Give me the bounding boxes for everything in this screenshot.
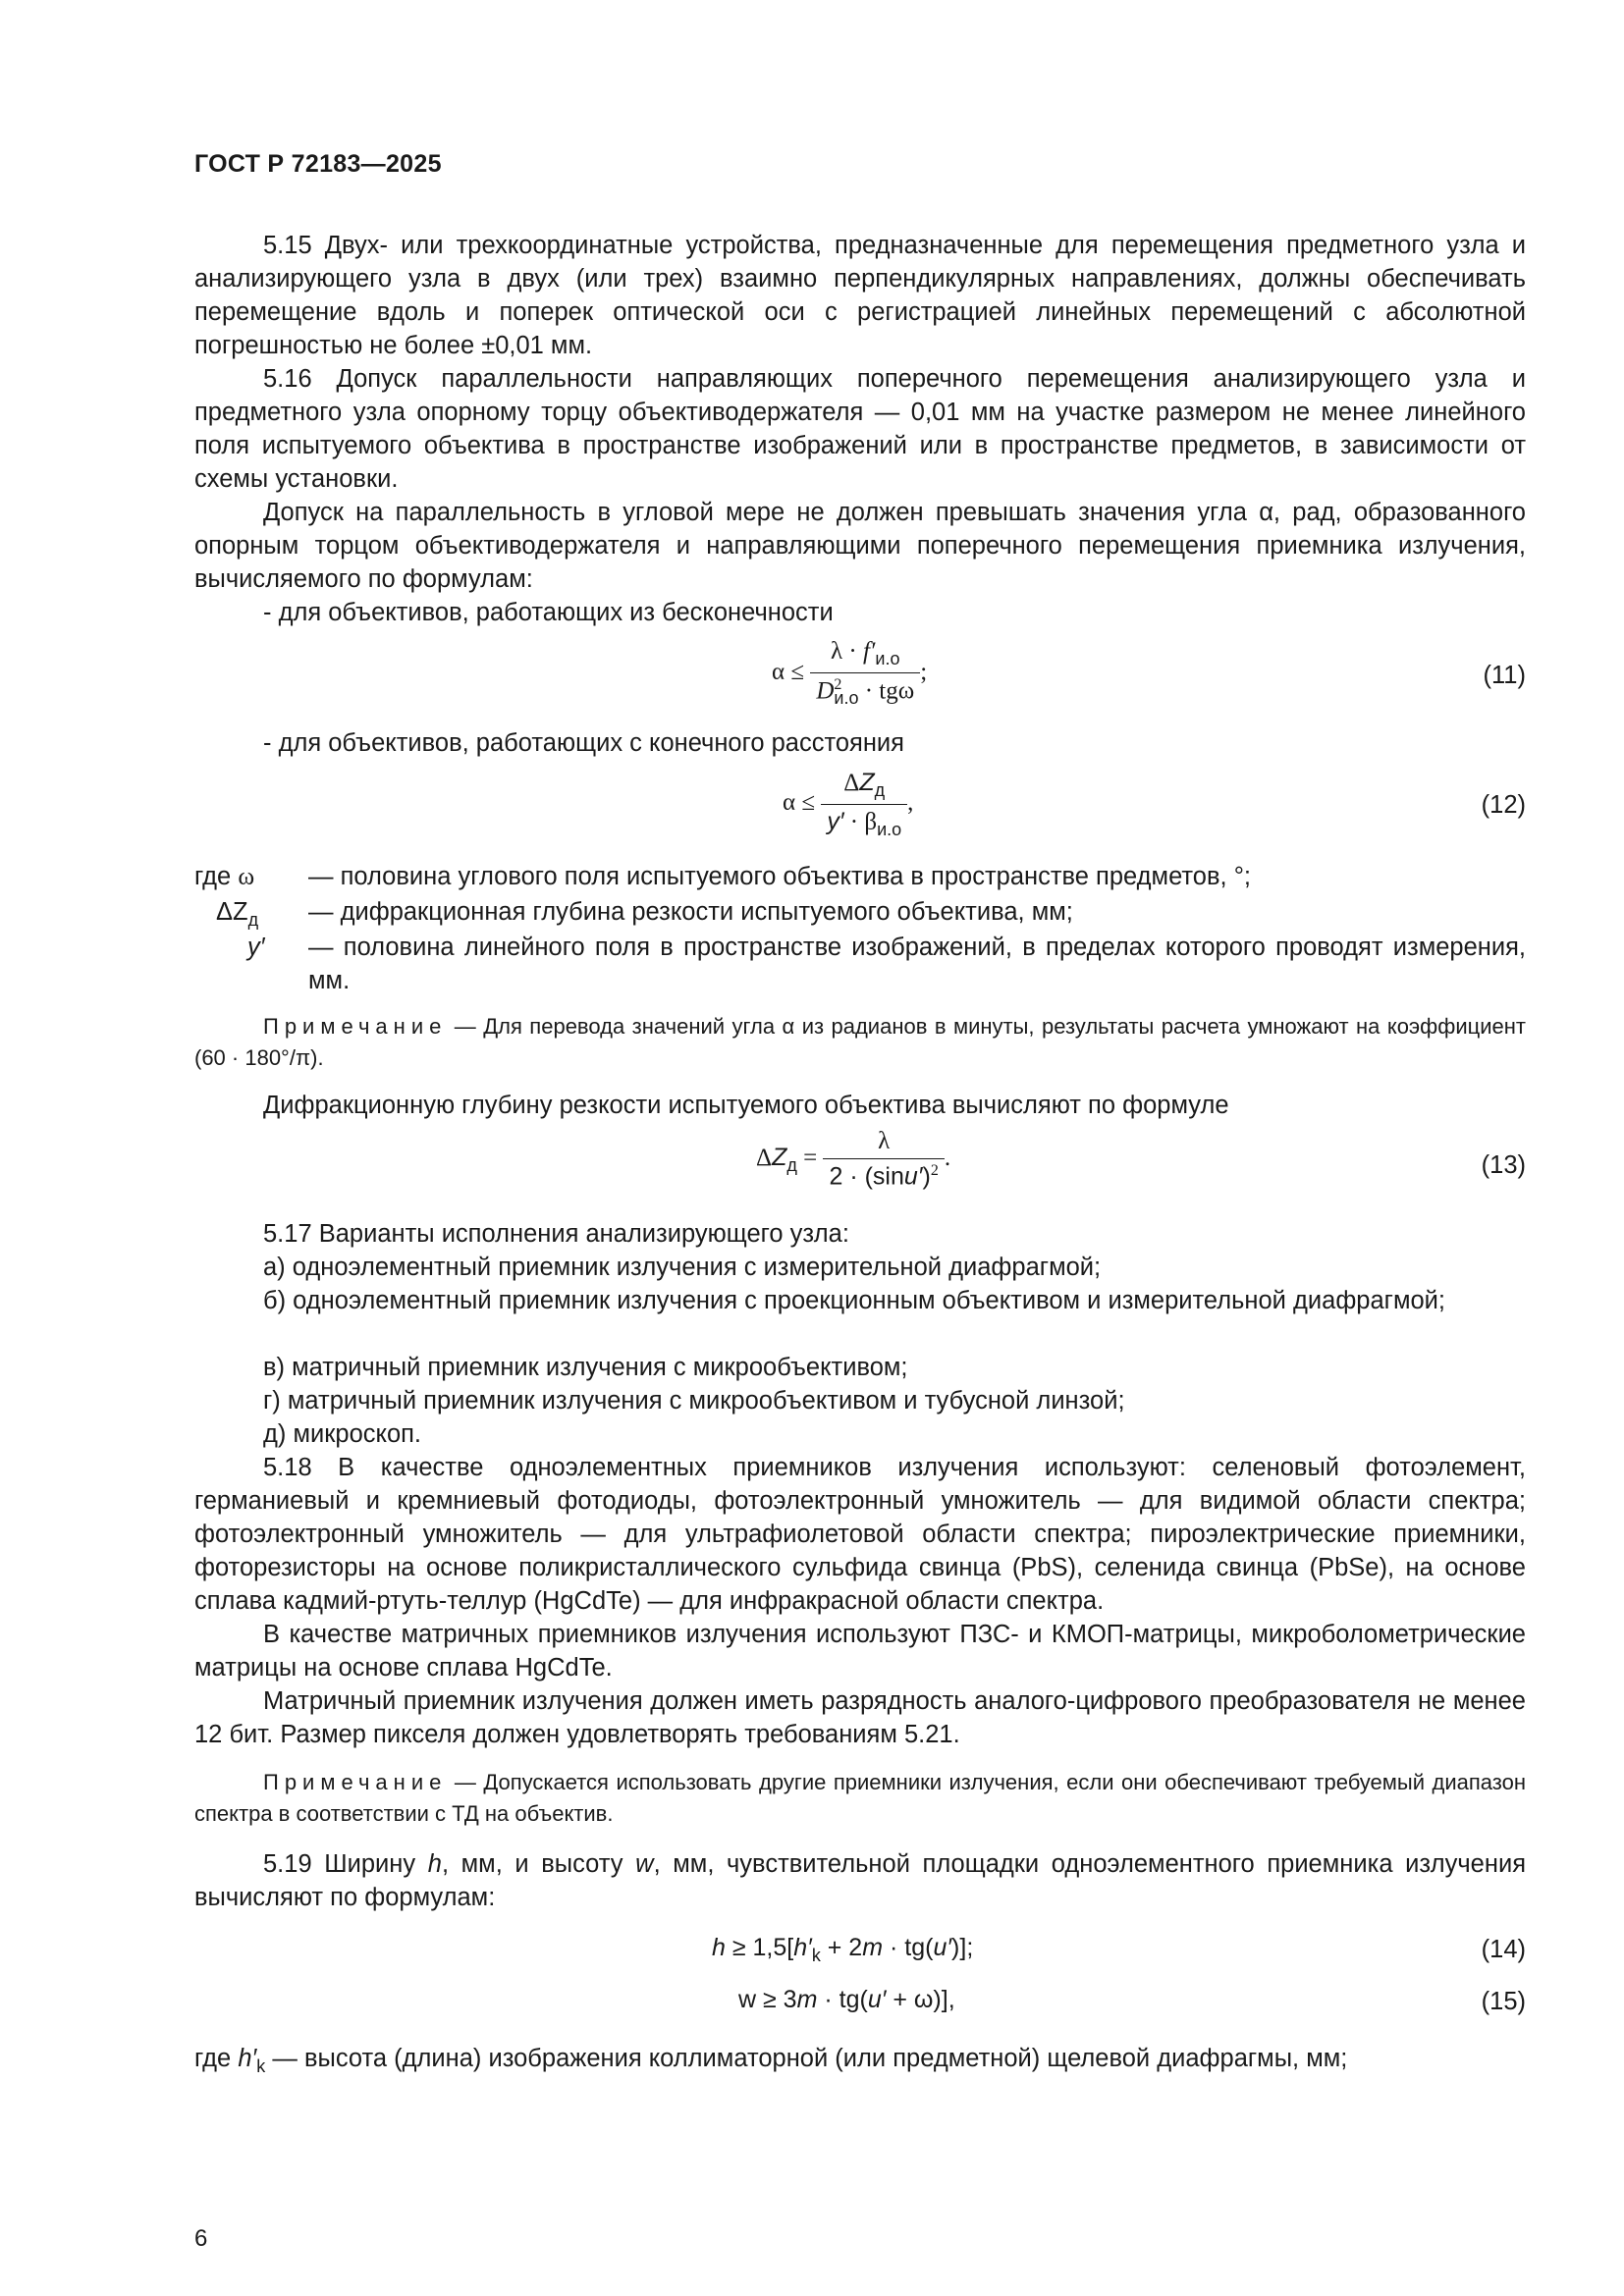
formula-11: α ≤ $\frac{\lambda \cdot f'_{и.о}}{D^2_{и.о} \cdot tg\omega}$ ; bbox=[772, 638, 928, 709]
paragraph-diffraction: Дифракционную глубину резкости испытуемого объектива вычисляют по формуле bbox=[263, 1092, 1229, 1119]
paragraph-5-19: 5.19 Ширину h, мм, и высоту w, мм, чувствительной площадки одноэлементного приемника излучения вычисляют по формулам: bbox=[194, 1850, 1526, 1911]
definition-y-text: — половина линейного поля в пространстве изображений, в пределах которого проводят измерения, мм. bbox=[308, 934, 1526, 994]
formula-15: w ≥ 3m · tg(u′ + ω)], bbox=[738, 1986, 955, 2013]
variant-a: а) одноэлементный приемник излучения с измерительной диафрагмой; bbox=[263, 1254, 1102, 1281]
variant-b: б) одноэлементный приемник излучения с проекционным объективом и измерительной диафрагмой; bbox=[263, 1287, 1446, 1314]
formula-13: $\Delta Z_д$ = $\frac{\lambda}{2 \cdot (\sin u')^2}$ . bbox=[756, 1128, 951, 1191]
page-number: 6 bbox=[194, 2225, 208, 2252]
bullet-finite: - для объективов, работающих с конечного расстояния bbox=[263, 729, 904, 757]
paragraph-5-16: 5.16 Допуск параллельности направляющих поперечного перемещения анализирующего узла и предметного узла опорному торцу объективодержателя — 0,01 мм на участке размером не менее линейного поля испытуемого объектива в пространстве изображений или в пространстве предметов, в зависимости от схемы установки. bbox=[194, 365, 1526, 493]
paragraph-5-15: 5.15 Двух- или трехкоординатные устройства, предназначенные для перемещения предметного узла и анализирующего узла в двух (или трех) взаимно перпендикулярных направлениях, должны обеспечивать перемещение вдоль и поперек оптической оси с регистрацией линейных перемещений с абсолютной погрешностью не более ±0,01 мм. bbox=[194, 232, 1526, 359]
formula-number-15: (15) bbox=[1481, 1988, 1526, 2015]
formula-number-13: (13) bbox=[1481, 1151, 1526, 1179]
formula-12: α ≤ $\frac{\Delta Z_д}{y' \cdot \beta_{и.о}}$ , bbox=[783, 769, 914, 839]
definition-delta-z: $\Delta Z_д$ bbox=[216, 898, 259, 931]
paragraph-tolerance: Допуск на параллельность в угловой мере не должен превышать значения угла α, рад, образованного опорным торцом объективодержателя и направляющими поперечного перемещения приемника излучения, вычисляемого по формулам: bbox=[194, 499, 1526, 593]
formula-14: $h \ge 1,5[h'_k + 2m \cdot tg(u')]$; bbox=[712, 1934, 974, 1965]
variant-v: в) матричный приемник излучения с микрообъективом; bbox=[263, 1354, 908, 1381]
definition-omega-text: — половина углового поля испытуемого объектива в пространстве предметов, °; bbox=[308, 863, 1251, 890]
paragraph-matrix: В качестве матричных приемников излучения используют ПЗС- и КМОП-матрицы, микроболометрические матрицы на основе сплава HgCdTe. bbox=[194, 1621, 1526, 1682]
variant-g: г) матричный приемник излучения с микрообъективом и тубусной линзой; bbox=[263, 1387, 1125, 1415]
definition-y: y′ bbox=[247, 934, 265, 961]
definition-omega: где ω bbox=[194, 862, 255, 890]
note-radians: Примечание — Для перевода значений угла α из радианов в минуты, результаты расчета умножают на коэффициент (60 · 180°/π). bbox=[194, 1014, 1526, 1070]
document-header: ГОСТ Р 72183—2025 bbox=[194, 150, 442, 178]
paragraph-bitdepth: Матричный приемник излучения должен иметь разрядность аналого-цифрового преобразователя не менее 12 бит. Размер пикселя должен удовлетворять требованиям 5.21. bbox=[194, 1687, 1526, 1748]
paragraph-5-17: 5.17 Варианты исполнения анализирующего узла: bbox=[263, 1220, 849, 1248]
variant-d: д) микроскоп. bbox=[263, 1420, 422, 1448]
formula-number-12: (12) bbox=[1481, 791, 1526, 819]
definition-delta-z-text: — дифракционная глубина резкости испытуемого объектива, мм; bbox=[308, 898, 1073, 926]
note-other-receivers: Примечание — Допускается использовать другие приемники излучения, если они обеспечивают требуемый диапазон спектра в соответствии с ТД на объектив. bbox=[194, 1770, 1526, 1826]
paragraph-5-18: 5.18 В качестве одноэлементных приемников излучения используют: селеновый фотоэлемент, германиевый и кремниевый фотодиоды, фотоэлектронный умножитель — для видимой области спектра; фотоэлектронный умножитель — для ультрафиолетовой области спектра; пироэлектрические приемники, фоторезисторы на основе поликристаллического сульфида свинца (PbS), селенида свинца (PbSe), на основе сплава кадмий-ртуть-теллур (HgCdTe) — для инфракрасной области спектра. bbox=[194, 1454, 1526, 1615]
formula-number-11: (11) bbox=[1483, 662, 1526, 689]
bullet-infinity: - для объективов, работающих из бесконечности bbox=[263, 599, 834, 626]
formula-number-14: (14) bbox=[1481, 1936, 1526, 1963]
definition-hk: где $h'_k$ — высота (длина) изображения коллиматорной (или предметной) щелевой диафрагмы, мм; bbox=[194, 2045, 1348, 2077]
